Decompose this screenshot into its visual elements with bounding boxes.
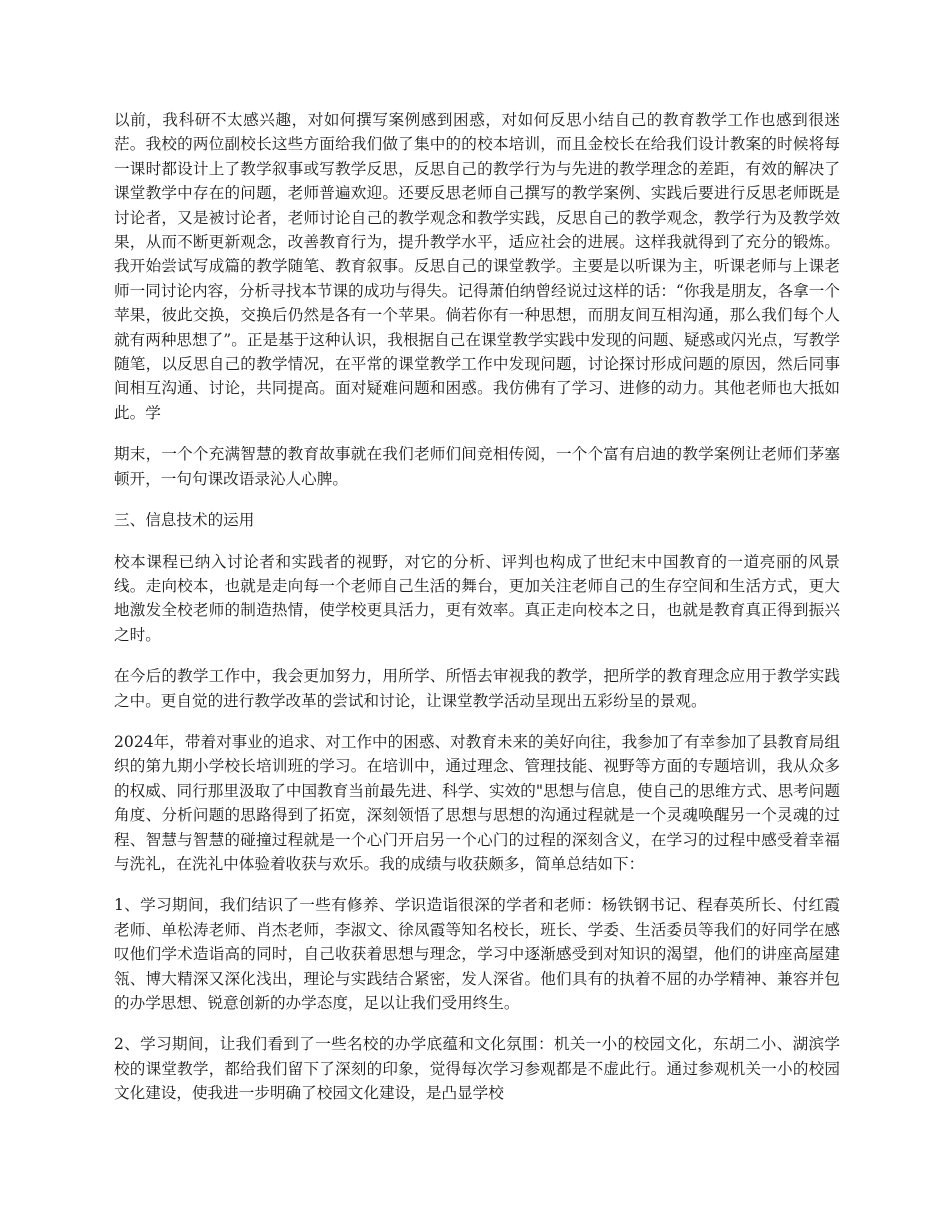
paragraph-training-2024: 2024年，带着对事业的追求、对工作中的困惑、对教育未来的美好向往，我参加了有幸参加了县教育局组织的第九期小学校长培训班的学习。在培训中，通过理念、管理技能、视野等方面的专题培训，我从众多的权威、同行那里汲取了中国教育当前最先进、科学、实效的"思想与信息，使自己的思维方式、思考问题角度、分析问题的思路得到了拓宽，深刻领悟了思想与思想的沟通过程就是一个灵魂唤醒另一个灵魂的过程、智慧与智慧的碰撞过程就是一个心门开启另一个心门的过程的深刻含义，在学习的过程中感受着幸福与洗礼，在洗礼中体验着收获与欢乐。我的成绩与收获颇多，简单总结如下： <box>114 732 840 873</box>
paragraph-term-end: 期末，一个个充满智慧的教育故事就在我们老师们间竞相传阅，一个个富有启迪的教学案例让老师们茅塞顿开，一句句课改语录沁人心脾。 <box>114 445 840 488</box>
paragraph-reflection: 以前，我科研不太感兴趣，对如何撰写案例感到困惑，对如何反思小结自己的教育教学工作也感到很迷茫。我校的两位副校长这些方面给我们做了集中的的校本培训，而且金校长在给我们设计教案的时候将每一课时都设计上了教学叙事或写教学反思，反思自己的教学行为与先进的教学理念的差距，有效的解决了课堂教学中存在的问题，老师普遍欢迎。还要反思老师自己撰写的教学案例、实践后要进行反思老师既是讨论者，又是被讨论者，老师讨论自己的教学观念和教学实践，反思自己的教学观念，教学行为及教学效果，从而不断更新观念，改善教育行为，提升教学水平，适应社会的进展。这样我就得到了充分的锻炼。我开始尝试写成篇的教学随笔、教育叙事。反思自己的课堂教学。主要是以听课为主，听课老师与上课老师一同讨论内容，分析寻找本节课的成功与得失。记得萧伯纳曾经说过这样的话：“你我是朋友，各拿一个苹果，彼此交换，交换后仍然是各有一个苹果。倘若你有一种思想，而朋友间互相沟通，那么我们每个人就有两种思想了”。正是基于这种认识，我根据自己在课堂教学实践中发现的问题、疑惑或闪光点，写教学随笔，以反思自己的教学情况，在平常的课堂教学工作中发现问题，讨论探讨形成问题的原因，然后同事间相互沟通、讨论，共同提高。面对疑难问题和困惑。我仿佛有了学习、进修的动力。其他老师也大抵如此。学 <box>114 111 840 422</box>
document-body <box>114 108 840 1123</box>
paragraph-school-curriculum: 校本课程已纳入讨论者和实践者的视野，对它的分析、评判也构成了世纪末中国教育的一道亮丽的风景线。走向校本，也就是走向每一个老师自己生活的舞台，更加关注老师自己的生存空间和生活方式，更大地激发全校老师的制造热情，使学校更具活力，更有效率。真正走向校本之日，也就是教育真正得到振兴之时。 <box>114 552 840 644</box>
paragraph-future-work: 在今后的教学工作中，我会更加努力，用所学、所悟去审视我的教学，把所学的教育理念应用于教学实践之中。更自觉的进行教学改革的尝试和讨论，让课堂教学活动呈现出五彩纷呈的景观。 <box>114 667 840 710</box>
paragraph-item-2: 2、学习期间，让我们看到了一些名校的办学底蕴和文化氛围：机关一小的校园文化，东胡二小、湖滨学校的课堂教学，都给我们留下了深刻的印象，觉得每次学习参观都是不虚此行。通过参观机关一小的校园文化建设，使我进一步明确了校园文化建设，是凸显学校 <box>114 1035 840 1103</box>
section-heading-it: 三、信息技术的运用 <box>114 511 255 530</box>
paragraph-item-1: 1、学习期间，我们结识了一些有修养、学识造诣很深的学者和老师：杨铁钢书记、程春英所长、付红霞老师、单松涛老师、肖杰老师，李淑文、徐凤霞等知名校长，班长、学委、生活委员等我们的好同学在感叹他们学术造诣高的同时，自己收获着思想与理念，学习中逐渐感受到对知识的渴望，他们的讲座高屋建瓴、博大精深又深化浅出，理论与实践结合紧密，发人深省。他们具有的执着不屈的办学精神、兼容并包的办学思想、锐意创新的办学态度，足以让我们受用终生。 <box>114 896 840 1012</box>
